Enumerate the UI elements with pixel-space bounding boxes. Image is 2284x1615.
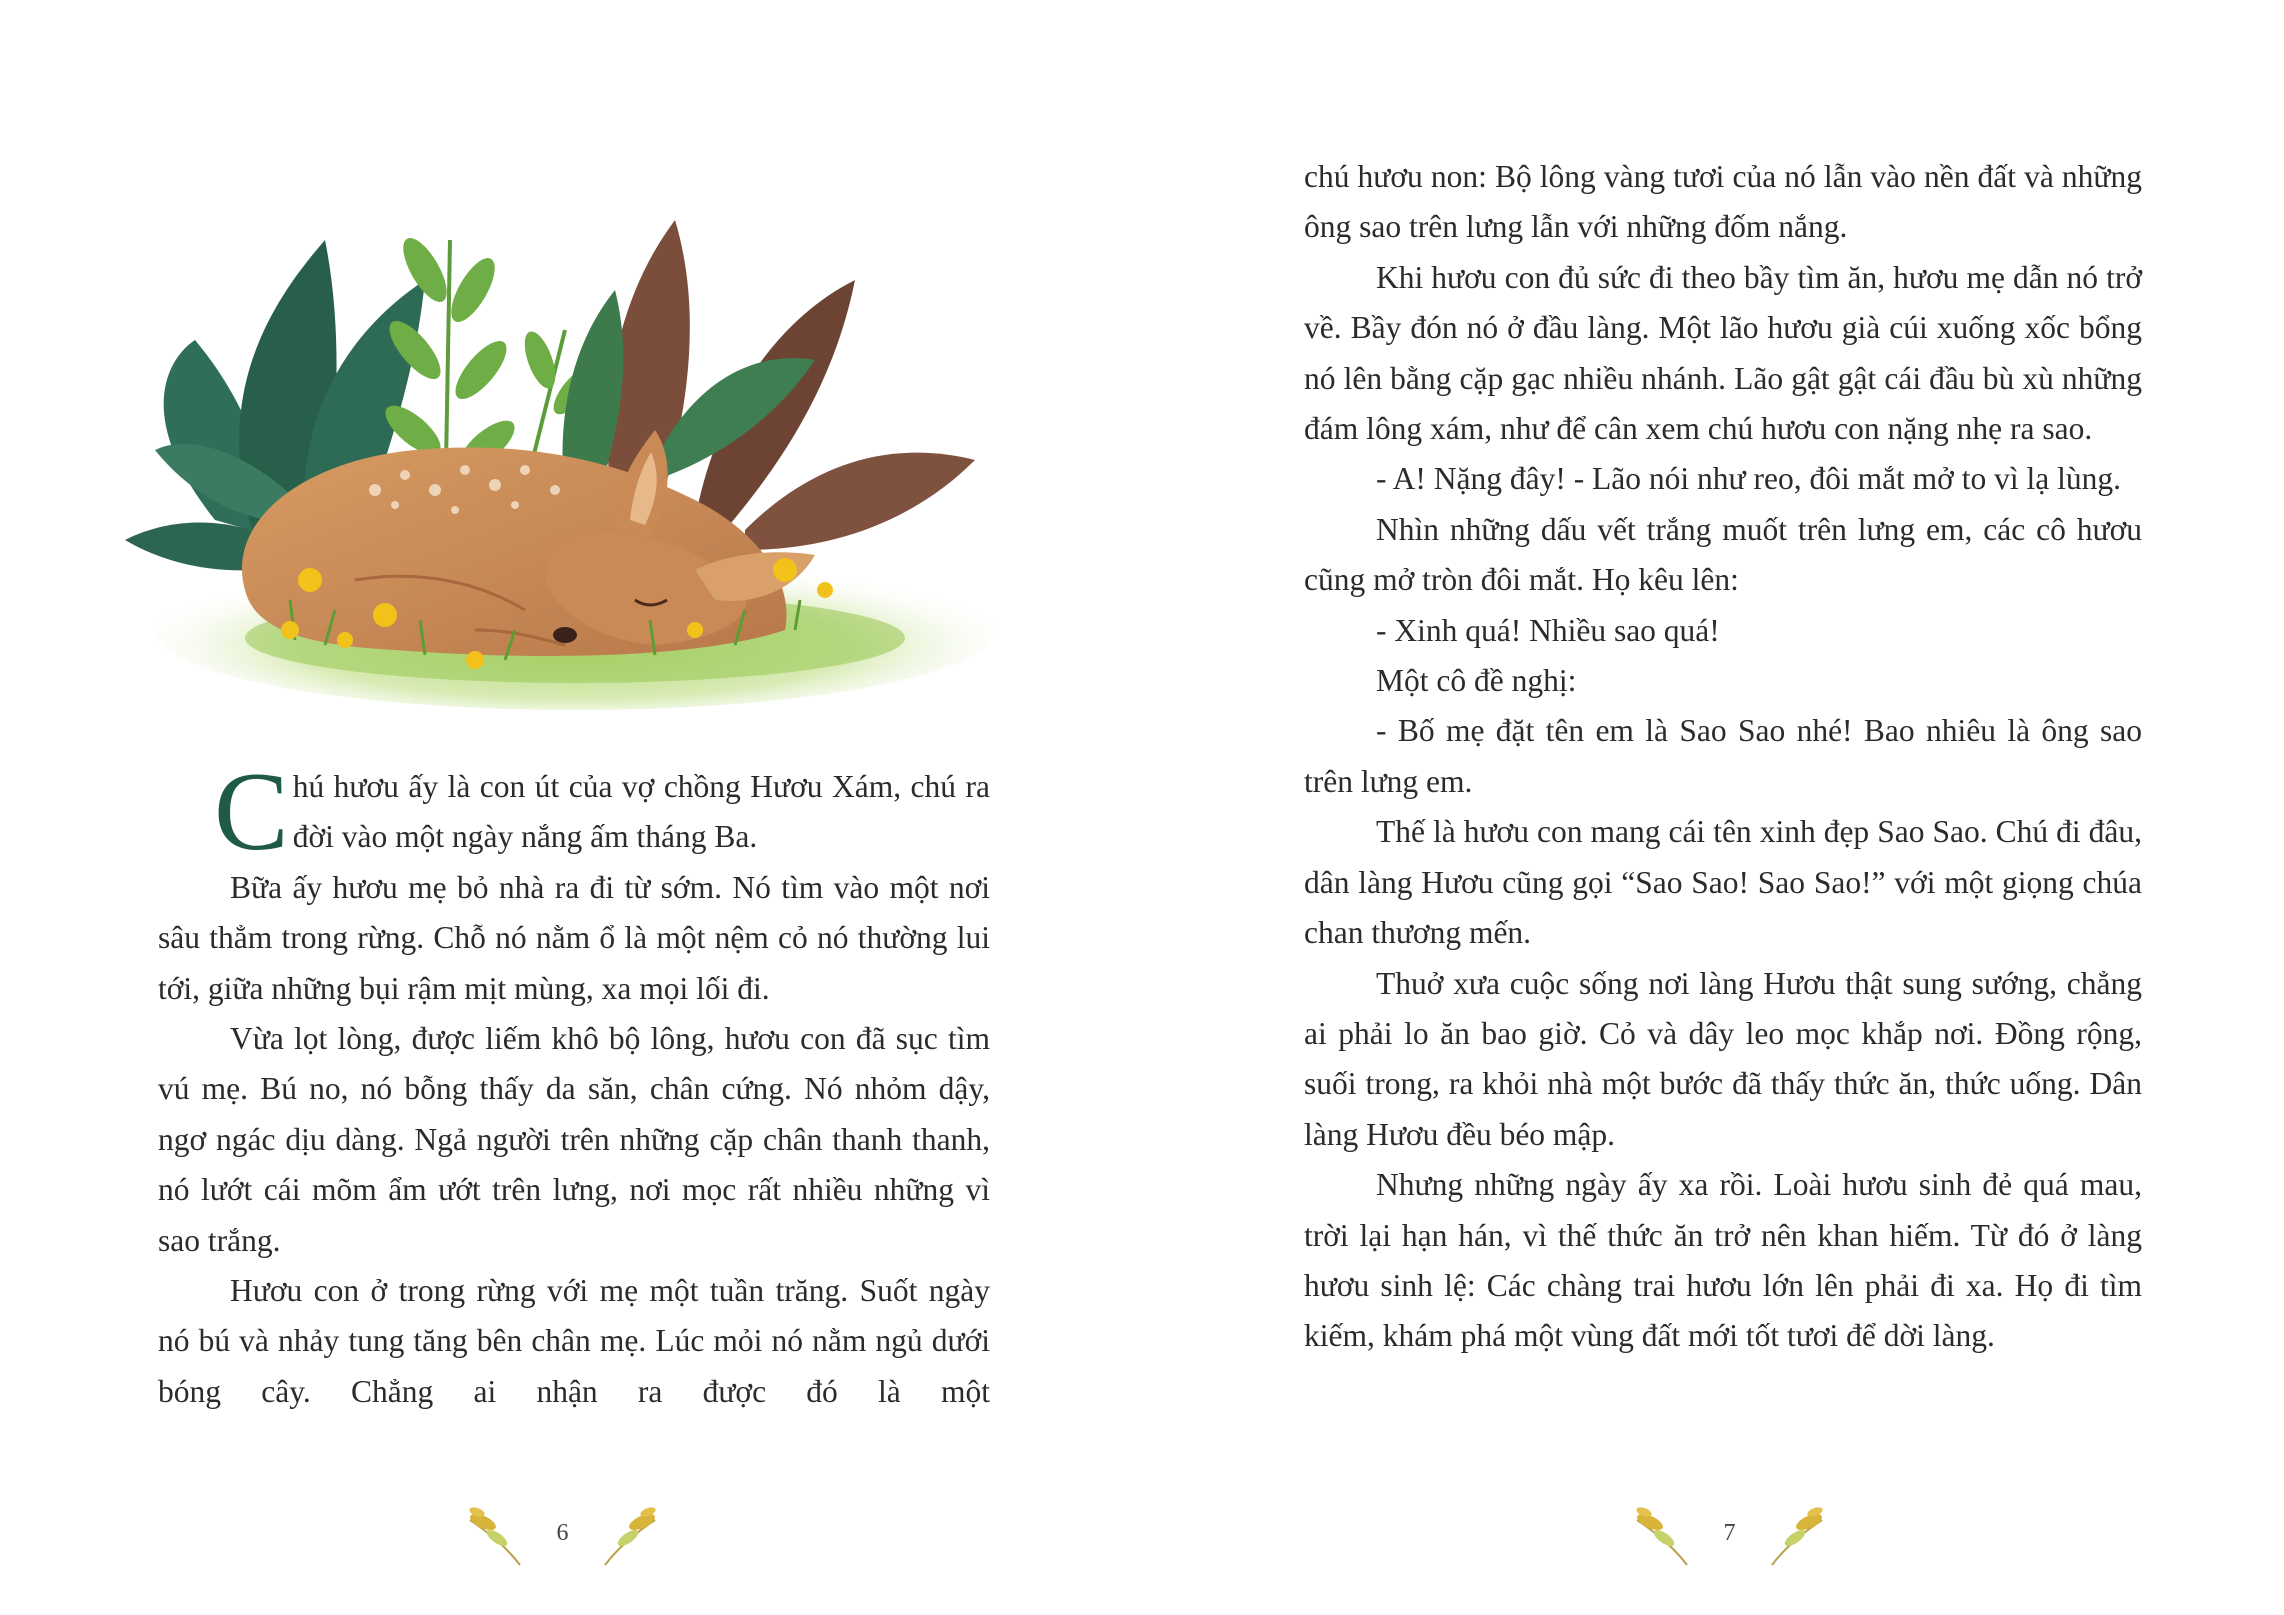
drop-cap: C — [214, 750, 289, 874]
paragraph: chú hươu non: Bộ lông vàng tươi của nó lẫn vào nền đất và những ông sao trên lưng lẫn với những đốm nắng. — [1304, 159, 2142, 245]
sleeping-fawn-illustration — [95, 160, 1035, 720]
paragraph: Khi hươu con đủ sức đi theo bầy tìm ăn, hươu mẹ dẫn nó trở về. Bầy đón nó ở đầu làng. Một lão hươu già cúi xuống xốc bổng nó lên bằng cặp gạc nhiều nhánh. Lão gật gật cái đầu bù xù những đám lông xám, như để cân xem chú hươu con nặng nhẹ ra sao. — [1304, 259, 2142, 447]
dialogue-line: - A! Nặng đây! - Lão nói như reo, đôi mắt mở to vì lạ lùng. — [1376, 461, 2121, 497]
page-number: 7 — [1723, 1520, 1736, 1546]
page-footer — [1632, 1500, 1827, 1580]
opening-paragraph — [158, 750, 990, 874]
paragraph: Nhưng những ngày ấy xa rồi. Loài hươu sinh đẻ quá mau, trời lại hạn hán, vì thế thức ăn trở nên khan hiếm. Từ đó ở làng hươu sinh lệ: Các chàng trai hươu lớn lên phải đi xa. Họ đi tìm kiếm, khám phá một vùng đất mới tốt tươi để dời làng. — [1304, 1167, 2142, 1354]
dialogue-line: - Xinh quá! Nhiều sao quá! — [1376, 612, 1720, 648]
paragraph: Hươu con ở trong rừng với mẹ một tuần trăng. Suốt ngày nó bú và nhảy tung tăng bên chân mẹ. Lúc mỏi nó nằm ngủ dưới bóng cây. Chẳng ai nhận ra được đó là một — [158, 1273, 990, 1409]
left-page-text — [158, 750, 990, 1417]
paragraph: Vừa lọt lòng, được liếm khô bộ lông, hươu con đã sục tìm vú mẹ. Bú no, nó bỗng thấy da săn, chân cứng. Nó nhỏm dậy, ngơ ngác dịu dàng. Ngả người trên những cặp chân thanh thanh, nó lướt cái mõm ẩm ướt trên lưng, nơi mọc rất nhiều những vì sao trắng. — [158, 1021, 990, 1258]
page-footer — [465, 1500, 660, 1580]
right-page-text — [1304, 152, 2142, 1362]
right-page — [1142, 0, 2284, 1615]
paragraph: Bữa ấy hươu mẹ bỏ nhà ra đi từ sớm. Nó tìm vào một nơi sâu thẳm trong rừng. Chỗ nó nằm ổ là một nệm cỏ nó thường lui tới, giữa những bụi rậm mịt mùng, xa mọi lối đi. — [158, 869, 990, 1006]
paragraph: Thế là hươu con mang cái tên xinh đẹp Sao Sao. Chú đi đâu, dân làng Hươu cũng gọi “Sao Sao! Sao Sao!” với một giọng chúa chan thương mến. — [1304, 814, 2142, 951]
paragraph: Một cô đề nghị: — [1376, 663, 1577, 699]
page-number: 6 — [556, 1520, 569, 1546]
paragraph: Nhìn những dấu vết trắng muốt trên lưng em, các cô hươu cũng mở tròn đôi mắt. Họ kêu lên: — [1304, 511, 2142, 598]
opening-paragraph-text: hú hươu ấy là con út của vợ chồng Hươu Xám, chú ra đời vào một ngày nắng ấm tháng Ba. — [292, 769, 990, 855]
wheat-ornament-icon — [1767, 1500, 1827, 1570]
dialogue-line: - Bố mẹ đặt tên em là Sao Sao nhé! Bao nhiêu là ông sao trên lưng em. — [1304, 713, 2142, 799]
paragraph: Thuở xưa cuộc sống nơi làng Hươu thật sung sướng, chẳng ai phải lo ăn bao giờ. Cỏ và dây leo mọc khắp nơi. Đồng rộng, suối trong, ra khỏi nhà một bước đã thấy thức ăn, thức uống. Dân làng Hươu đều béo mập. — [1304, 965, 2142, 1152]
wheat-ornament-icon — [600, 1500, 660, 1570]
